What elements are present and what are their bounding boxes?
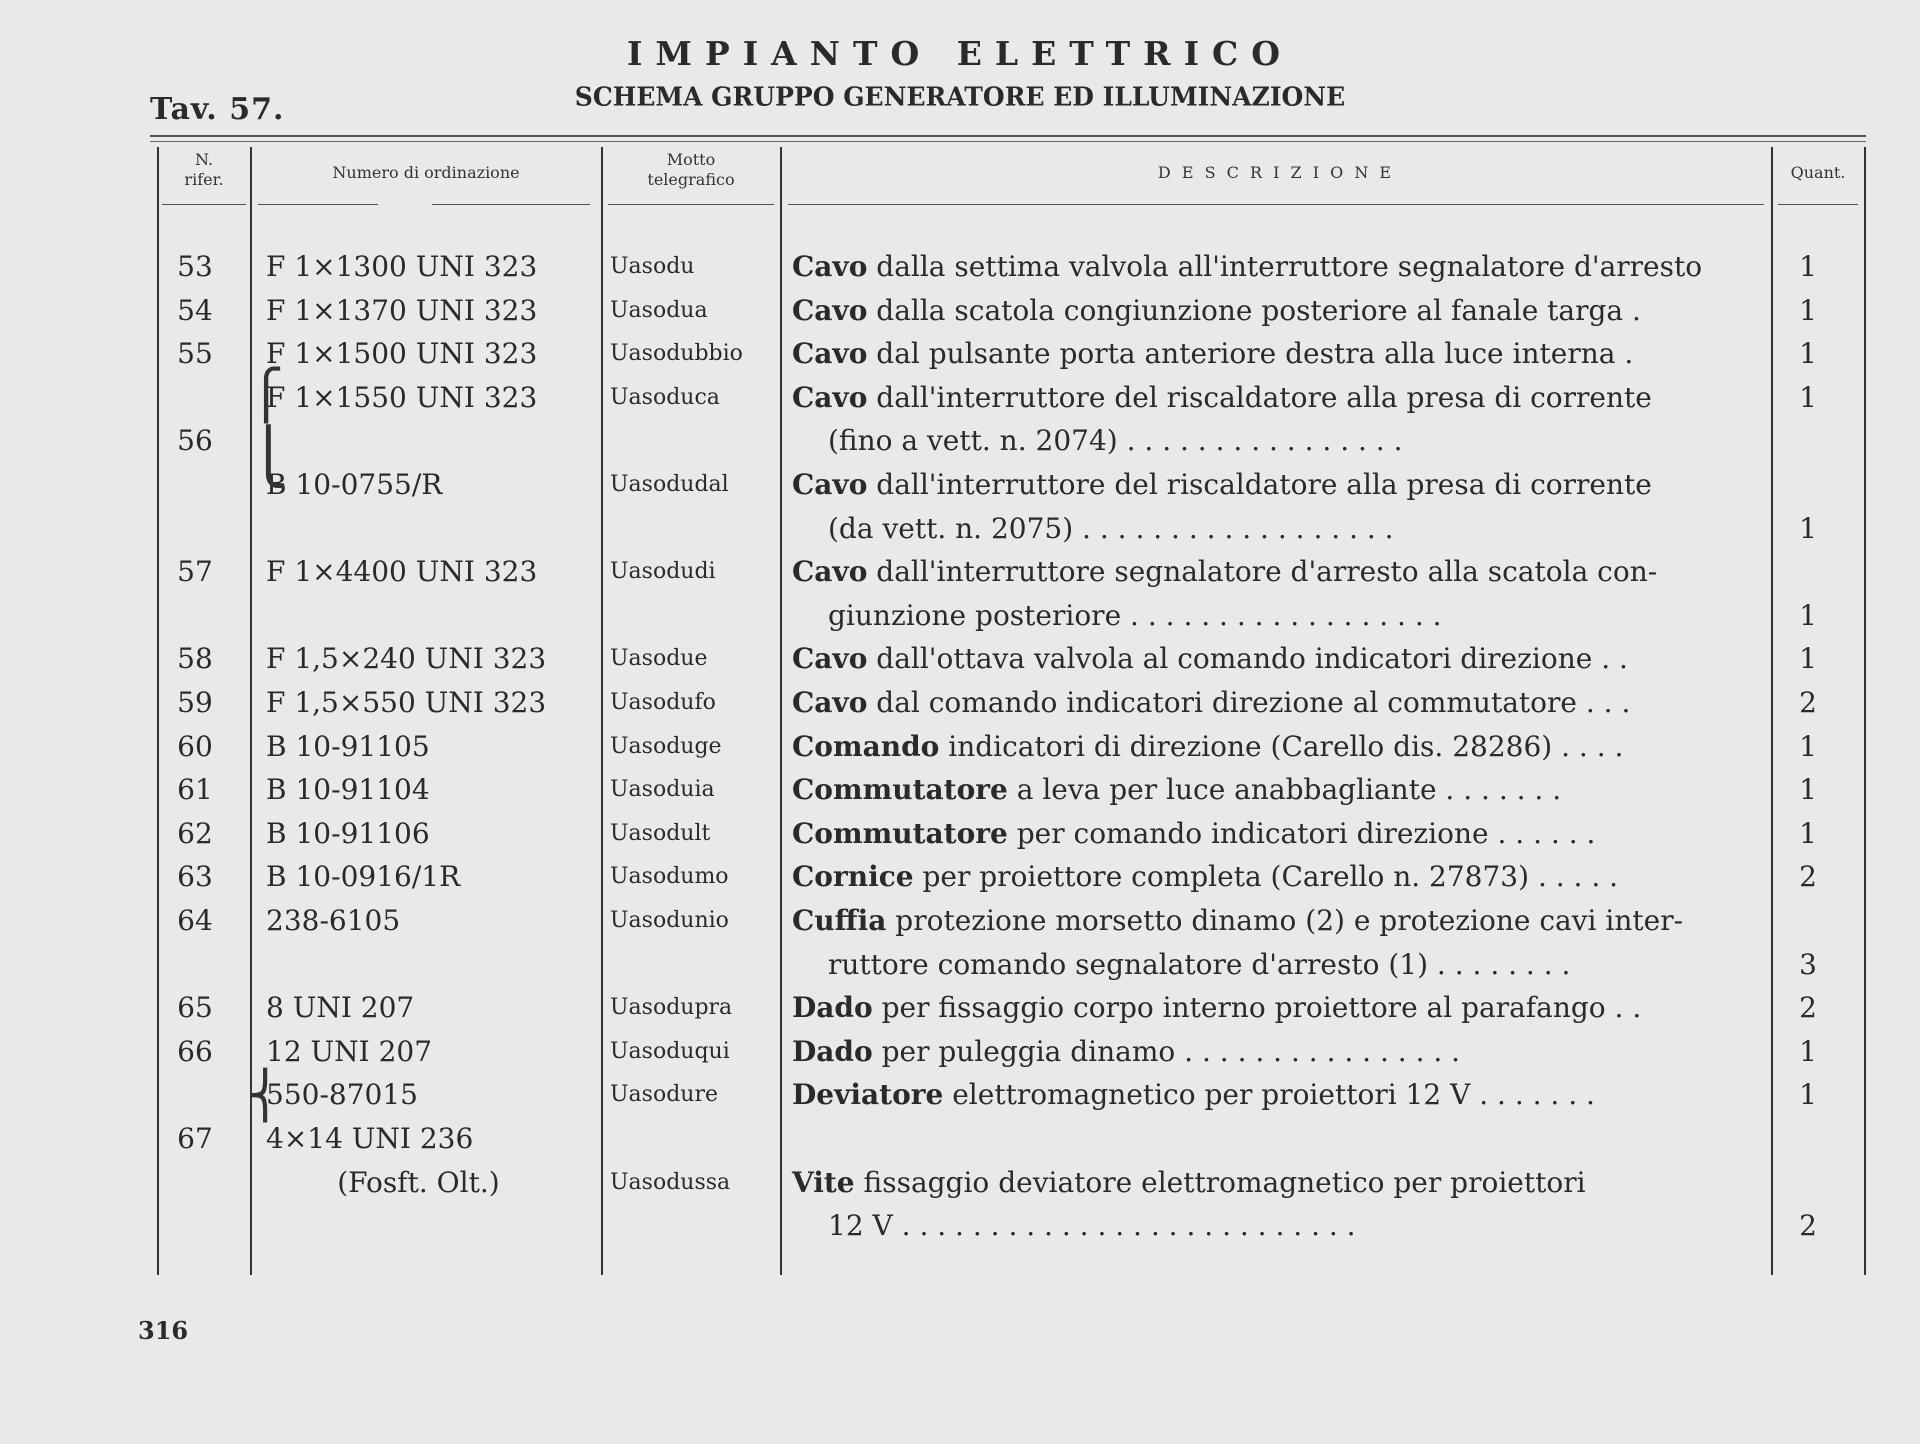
ref-number: 60 — [177, 730, 213, 763]
table-row — [0, 1204, 1920, 1248]
page-number: 316 — [138, 1316, 189, 1345]
order-number: F 1×1370 UNI 323 — [266, 294, 538, 327]
description — [792, 1161, 1742, 1205]
description — [792, 1073, 1742, 1117]
table-row — [0, 943, 1920, 987]
order-number: 12 UNI 207 — [266, 1035, 433, 1068]
header-n-rifer — [160, 150, 248, 190]
description-text: per fissaggio corpo interno proiettore al parafango . . — [872, 991, 1642, 1024]
order-number: 238-6105 — [266, 904, 401, 937]
description-text: per puleggia dinamo . . . . . . . . . . . . . . . . — [872, 1035, 1461, 1068]
table-row — [0, 507, 1920, 551]
telegraphic-code: Uasoduia — [610, 777, 715, 802]
quantity: 1 — [1799, 817, 1817, 850]
quantity: 1 — [1799, 337, 1817, 370]
quantity: 1 — [1799, 250, 1817, 283]
order-number: F 1,5×550 UNI 323 — [266, 686, 547, 719]
order-number: 8 UNI 207 — [266, 991, 415, 1024]
header-separator — [162, 204, 246, 205]
quantity: 1 — [1799, 599, 1817, 632]
ref-number: 57 — [177, 555, 213, 588]
telegraphic-code: Uasodussa — [610, 1170, 731, 1195]
header-quant: Quant. — [1790, 163, 1846, 182]
table-row — [0, 812, 1920, 856]
description-text: per proiettore completa (Carello n. 27873) . . . . . — [913, 860, 1619, 893]
ref-number: 58 — [177, 642, 213, 675]
telegraphic-code: Uasoduca — [610, 385, 720, 410]
order-number: F 1×1500 UNI 323 — [266, 337, 538, 370]
ref-number: 59 — [177, 686, 213, 719]
telegraphic-code: Uasoduqui — [610, 1039, 730, 1064]
description-keyword: Deviatore — [792, 1078, 944, 1111]
table-row — [0, 1030, 1920, 1074]
description — [792, 855, 1742, 899]
description — [792, 681, 1742, 725]
description-text: dal comando indicatori direzione al commutatore . . . — [867, 686, 1631, 719]
telegraphic-code: Uasodue — [610, 646, 708, 671]
table-row — [0, 637, 1920, 681]
quantity: 1 — [1799, 730, 1817, 763]
quantity: 1 — [1799, 512, 1817, 545]
table-row — [0, 1161, 1920, 1205]
order-number: 4×14 UNI 236 — [266, 1122, 474, 1155]
order-number: F 1×1300 UNI 323 — [266, 250, 538, 283]
order-number: B 10-91104 — [266, 773, 430, 806]
quantity: 1 — [1799, 773, 1817, 806]
description-text: dall'interruttore del riscaldatore alla presa di corrente — [867, 468, 1652, 501]
header-motto-line1: Motto — [666, 150, 716, 169]
description — [792, 289, 1742, 333]
ref-number: 65 — [177, 991, 213, 1024]
description-text: fissaggio deviatore elettromagnetico per proiettori — [854, 1166, 1586, 1199]
quantity: 1 — [1799, 642, 1817, 675]
description-keyword: Dado — [792, 991, 873, 1024]
order-number: B 10-0916/1R — [266, 860, 461, 893]
telegraphic-code: Uasodumo — [610, 864, 729, 889]
description — [792, 245, 1742, 289]
description-keyword: Cavo — [792, 337, 868, 370]
description-keyword: Vite — [792, 1166, 855, 1199]
description — [828, 594, 1778, 638]
order-number: (Fosft. Olt.) — [266, 1166, 500, 1199]
description-text: dalla settima valvola all'interruttore segnalatore d'arresto — [867, 250, 1703, 283]
group-brace-67: ⎨ — [248, 1068, 283, 1122]
telegraphic-code: Uasodu — [610, 254, 695, 279]
header-separator — [608, 204, 774, 205]
description-text: 12 V . . . . . . . . . . . . . . . . . . . . . . . . . . — [828, 1209, 1356, 1242]
description — [792, 725, 1742, 769]
description-text: ruttore comando segnalatore d'arresto (1) . . . . . . . . — [828, 948, 1571, 981]
description-keyword: Commutatore — [792, 817, 1008, 850]
description-text: (fino a vett. n. 2074) . . . . . . . . . . . . . . . . — [828, 424, 1403, 457]
telegraphic-code: Uasodua — [610, 298, 708, 323]
quantity: 2 — [1799, 991, 1817, 1024]
description — [792, 376, 1742, 420]
description — [792, 1030, 1742, 1074]
description-keyword: Cavo — [792, 686, 868, 719]
description — [828, 419, 1778, 463]
table-row — [0, 1117, 1920, 1161]
description-keyword: Cavo — [792, 294, 868, 327]
ref-number: 67 — [177, 1122, 213, 1155]
header-separator — [432, 204, 590, 205]
description — [828, 507, 1778, 551]
description — [792, 332, 1742, 376]
quantity: 1 — [1799, 1035, 1817, 1068]
ref-number: 54 — [177, 294, 213, 327]
page-title: IMPIANTO ELETTRICO — [626, 34, 1294, 73]
table-row — [0, 725, 1920, 769]
ref-number: 55 — [177, 337, 213, 370]
description-keyword: Commutatore — [792, 773, 1008, 806]
top-rule — [150, 135, 1866, 137]
description-keyword: Cavo — [792, 250, 868, 283]
group-brace-56-lower: ⎩ — [248, 425, 289, 488]
telegraphic-code: Uasodure — [610, 1082, 718, 1107]
description-text: dalla scatola congiunzione posteriore al fanale targa . — [867, 294, 1641, 327]
order-number: B 10-91106 — [266, 817, 430, 850]
ref-number: 56 — [177, 424, 213, 457]
table-row — [0, 245, 1920, 289]
header-numero: Numero di ordinazione — [332, 163, 520, 182]
quantity: 1 — [1799, 1078, 1817, 1111]
order-number: F 1×4400 UNI 323 — [266, 555, 538, 588]
description-keyword: Cavo — [792, 381, 868, 414]
table-row — [0, 855, 1920, 899]
quantity: 1 — [1799, 381, 1817, 414]
ref-number: 63 — [177, 860, 213, 893]
ref-number: 62 — [177, 817, 213, 850]
table-row — [0, 376, 1920, 420]
description — [792, 986, 1742, 1030]
description — [792, 768, 1742, 812]
description — [792, 637, 1742, 681]
description-keyword: Cavo — [792, 642, 868, 675]
header-n-rifer-line1: N. — [194, 150, 214, 169]
ref-number: 53 — [177, 250, 213, 283]
quantity: 3 — [1799, 948, 1817, 981]
description — [792, 550, 1742, 594]
telegraphic-code: Uasodubbio — [610, 341, 743, 366]
telegraphic-code: Uasodufo — [610, 690, 716, 715]
description-text: protezione morsetto dinamo (2) e protezione cavi inter- — [886, 904, 1684, 937]
header-motto — [604, 150, 778, 190]
order-number: F 1,5×240 UNI 323 — [266, 642, 547, 675]
header-descrizione: D E S C R I Z I O N E — [1157, 163, 1395, 182]
table-row — [0, 1073, 1920, 1117]
ref-number: 66 — [177, 1035, 213, 1068]
table-number: Tav. 57. — [150, 92, 285, 127]
table-row — [0, 899, 1920, 943]
order-number: F 1×1550 UNI 323 — [266, 381, 538, 414]
description-text: dal pulsante porta anteriore destra alla luce interna . — [867, 337, 1634, 370]
table-row — [0, 768, 1920, 812]
telegraphic-code: Uasodunio — [610, 908, 729, 933]
ref-number: 61 — [177, 773, 213, 806]
description-text: elettromagnetico per proiettori 12 V . . . . . . . — [943, 1078, 1595, 1111]
top-rule-secondary — [150, 141, 1866, 142]
description — [792, 899, 1742, 943]
description-text: indicatori di direzione (Carello dis. 28286) . . . . — [939, 730, 1624, 763]
telegraphic-code: Uasodupra — [610, 995, 733, 1020]
telegraphic-code: Uasodult — [610, 821, 711, 846]
header-separator — [1778, 204, 1858, 205]
order-number: 550-87015 — [266, 1078, 418, 1111]
description-keyword: Cavo — [792, 468, 868, 501]
quantity: 2 — [1799, 860, 1817, 893]
ref-number: 64 — [177, 904, 213, 937]
table-row — [0, 289, 1920, 333]
telegraphic-code: Uasoduge — [610, 734, 722, 759]
header-separator — [788, 204, 1764, 205]
description — [792, 812, 1742, 856]
description-keyword: Cornice — [792, 860, 914, 893]
header-n-rifer-line2: rifer. — [184, 170, 224, 189]
description — [828, 1204, 1778, 1248]
description-text: dall'ottava valvola al comando indicatori direzione . . — [867, 642, 1628, 675]
quantity: 2 — [1799, 1209, 1817, 1242]
description-keyword: Cavo — [792, 555, 868, 588]
order-number: B 10-0755/R — [266, 468, 443, 501]
description-text: (da vett. n. 2075) . . . . . . . . . . . . . . . . . . — [828, 512, 1394, 545]
telegraphic-code: Uasodudal — [610, 472, 729, 497]
description — [792, 463, 1742, 507]
description-text: per comando indicatori direzione . . . . . . — [1007, 817, 1596, 850]
description-text: giunzione posteriore . . . . . . . . . . . . . . . . . . — [828, 599, 1442, 632]
description-text: dall'interruttore del riscaldatore alla presa di corrente — [867, 381, 1652, 414]
table-row — [0, 594, 1920, 638]
description-text: a leva per luce anabbagliante . . . . . . . — [1007, 773, 1562, 806]
telegraphic-code: Uasodudi — [610, 559, 716, 584]
group-brace-56: ⎧ — [248, 367, 284, 423]
table-row — [0, 681, 1920, 725]
page-subtitle: SCHEMA GRUPPO GENERATORE ED ILLUMINAZIONE — [574, 81, 1346, 112]
description-keyword: Cuffia — [792, 904, 887, 937]
quantity: 2 — [1799, 686, 1817, 719]
order-number: B 10-91105 — [266, 730, 430, 763]
header-motto-line2: telegrafico — [647, 170, 735, 189]
table-row — [0, 986, 1920, 1030]
table-row — [0, 550, 1920, 594]
description-keyword: Comando — [792, 730, 940, 763]
description-keyword: Dado — [792, 1035, 873, 1068]
table-row — [0, 332, 1920, 376]
quantity: 1 — [1799, 294, 1817, 327]
header-separator — [258, 204, 378, 205]
description-text: dall'interruttore segnalatore d'arresto alla scatola con- — [867, 555, 1658, 588]
description — [828, 943, 1778, 987]
